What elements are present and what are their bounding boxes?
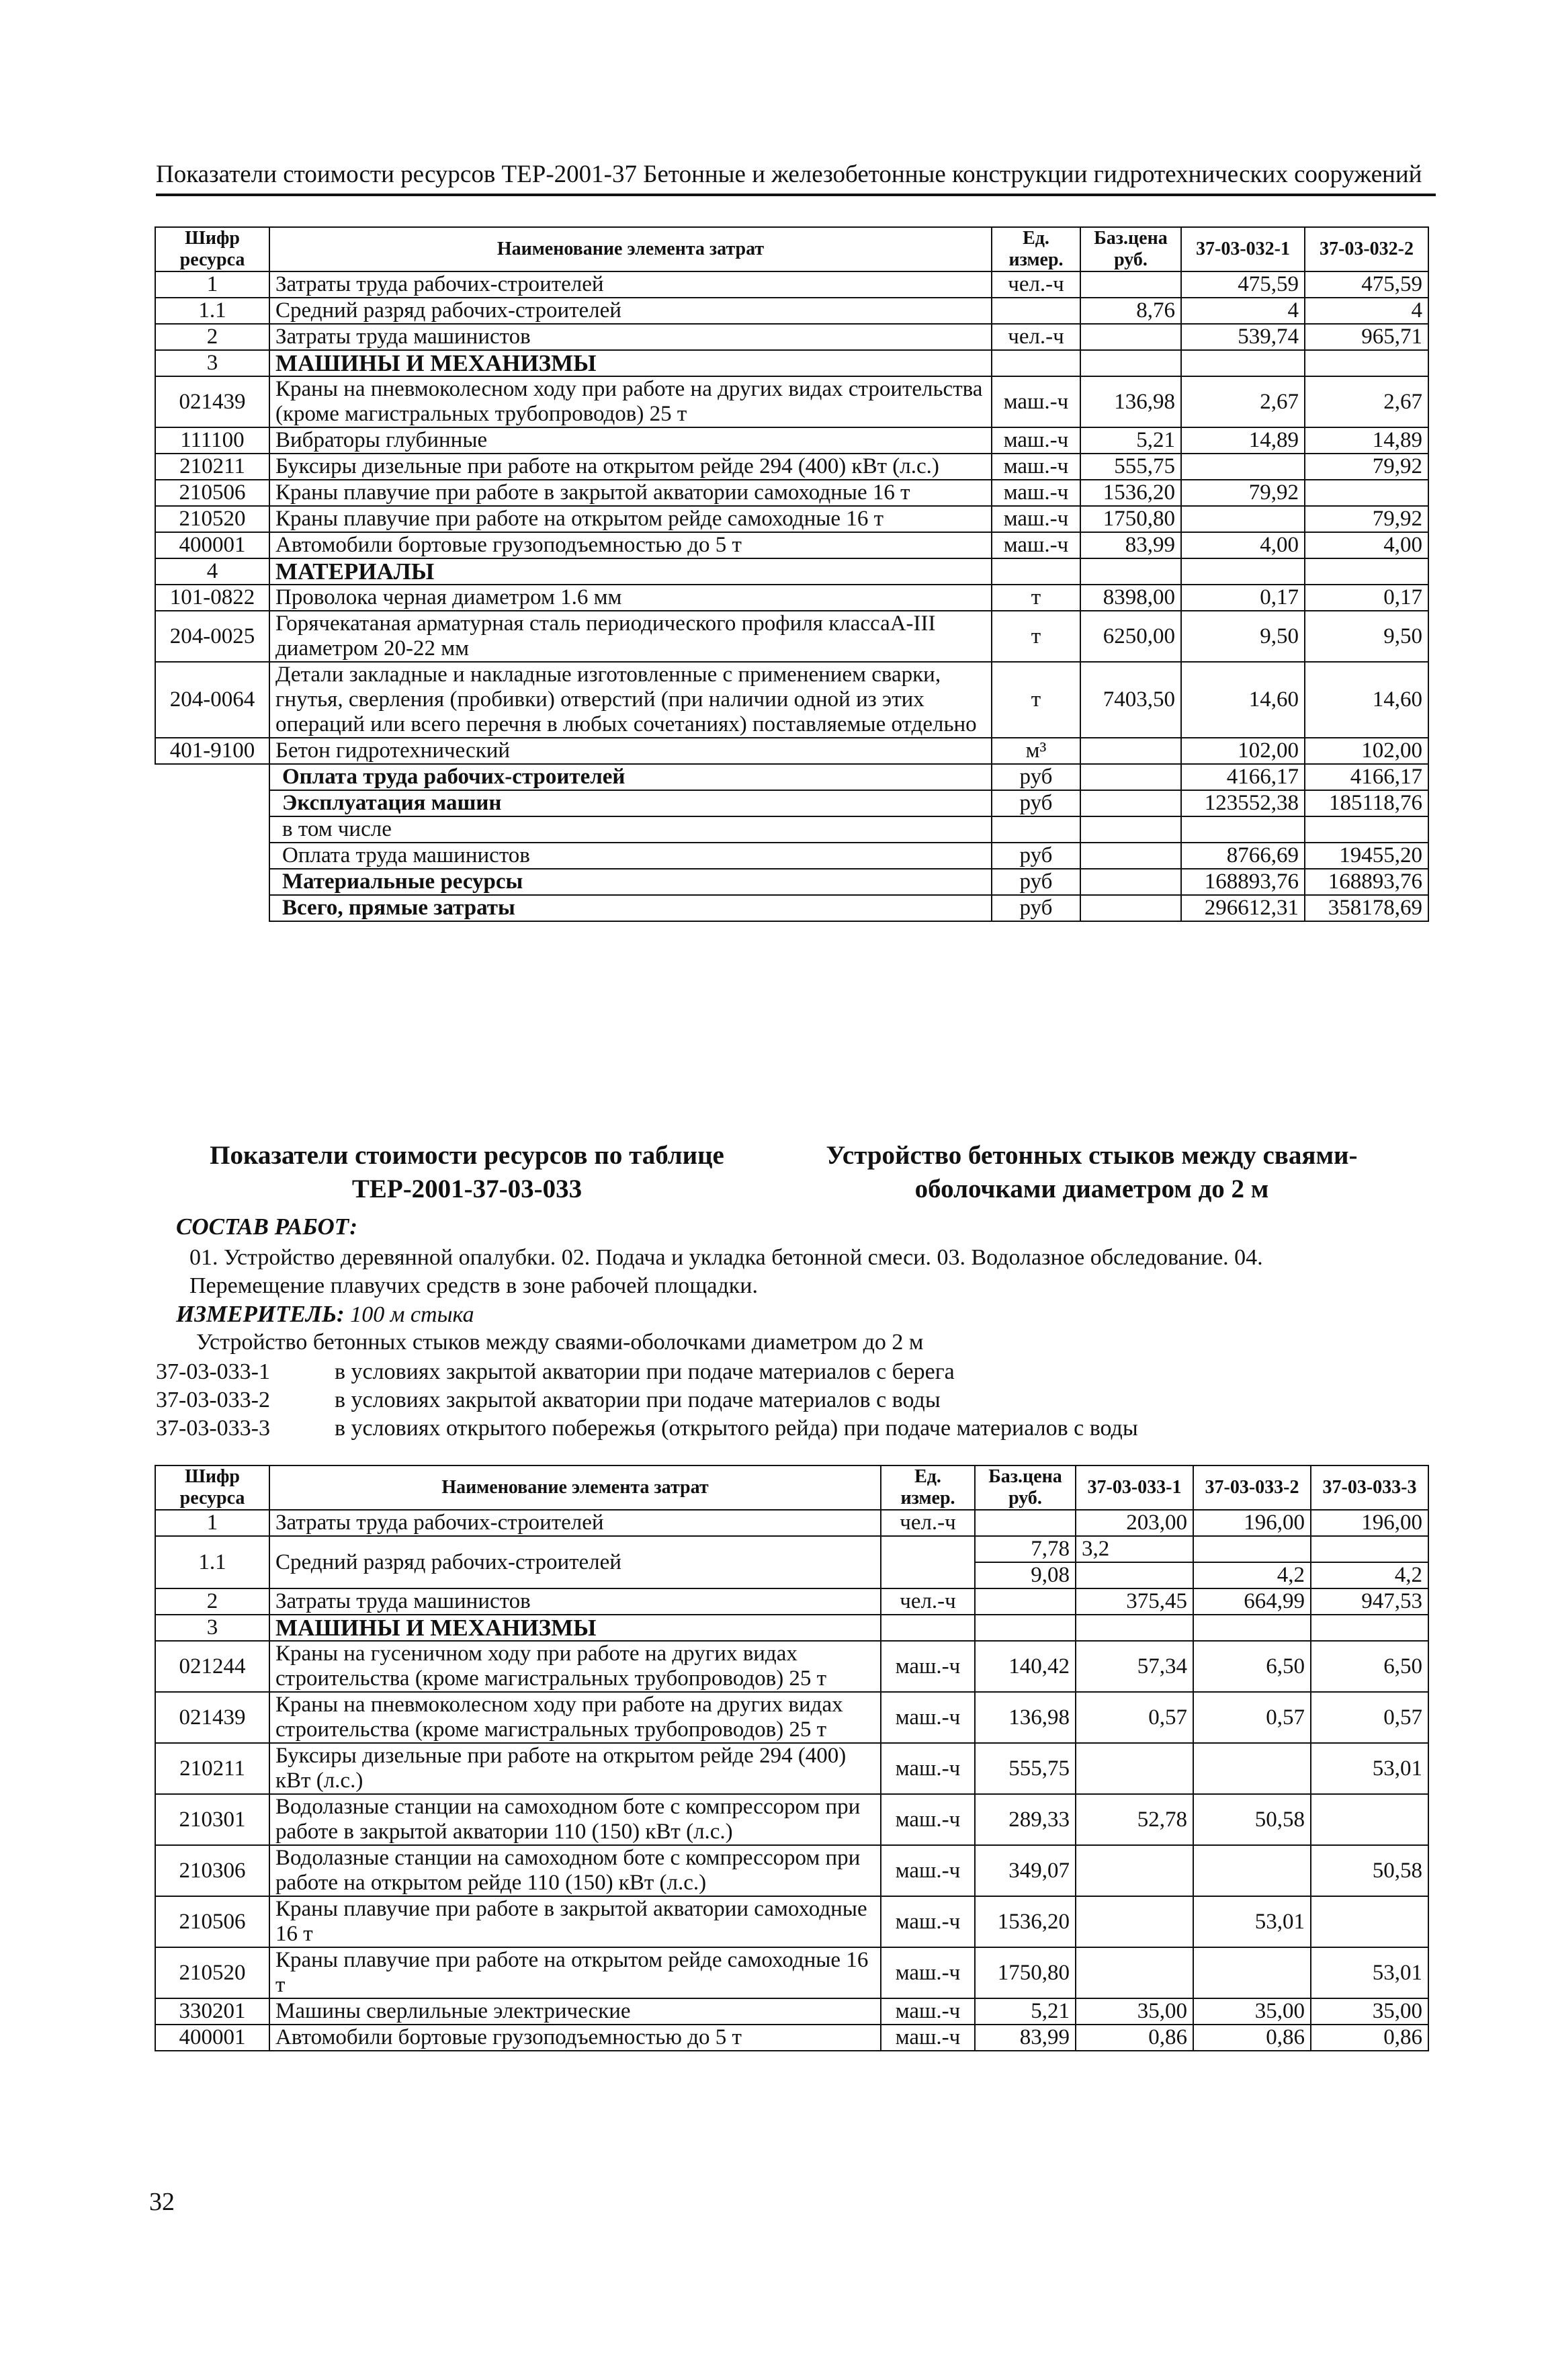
cell-value-1: 102,00 xyxy=(1181,738,1305,764)
cell-name: Затраты труда рабочих-строителей xyxy=(269,271,992,298)
cell-value-2 xyxy=(1193,1536,1311,1562)
cell-code: 1.1 xyxy=(155,298,269,324)
cell-name: Затраты труда рабочих-строителей xyxy=(269,1510,881,1536)
cell-name: Краны на гусеничном ходу при работе на других видах строительства (кроме магистральных трубопроводов) 25 т xyxy=(269,1641,881,1692)
cell-name: Автомобили бортовые грузоподъемностью до 5 т xyxy=(269,2025,881,2051)
cell-unit: руб xyxy=(992,790,1080,816)
cell-code: 330201 xyxy=(155,1998,269,2025)
cell-unit: маш.-ч xyxy=(992,506,1080,532)
cell-name: Бетон гидротехнический xyxy=(269,738,992,764)
cell-code: 3 xyxy=(155,350,269,376)
cell-code: 401-9100 xyxy=(155,738,269,764)
cell-value-1: 4 xyxy=(1181,298,1305,324)
cell-value-2 xyxy=(1193,1845,1311,1896)
cell-code: 4 xyxy=(155,558,269,585)
summary-row xyxy=(155,790,1428,816)
section-row xyxy=(155,1615,1428,1641)
cell-name: Горячекатаная арматурная сталь периодического профиля классаА-III диаметром 20-22 мм xyxy=(269,611,992,662)
cell-price xyxy=(1080,324,1181,350)
cell-name: Краны на пневмоколесном ходу при работе на других видах строительства (кроме магистральных трубопроводов) 25 т xyxy=(269,1692,881,1743)
table-row xyxy=(155,298,1428,324)
section-title-left: Показатели стоимости ресурсов по таблице ТЕР-2001-37-03-033 xyxy=(210,1141,724,1203)
cell-code: 210211 xyxy=(155,1743,269,1794)
cell-value-1: 0,57 xyxy=(1076,1692,1193,1743)
cell-price xyxy=(1080,895,1181,921)
cell-value-3: 196,00 xyxy=(1311,1510,1428,1536)
table-row xyxy=(155,1641,1428,1692)
header-code: Шифр ресурса xyxy=(155,1465,269,1510)
meter-value: 100 м стыка xyxy=(350,1302,474,1327)
summary-row xyxy=(155,843,1428,869)
cell-unit xyxy=(881,1615,975,1641)
cell-price: 6250,00 xyxy=(1080,611,1181,662)
cell-value-1 xyxy=(1076,1947,1193,1998)
cell-value-2: 4,00 xyxy=(1305,532,1428,558)
meter-label: ИЗМЕРИТЕЛЬ: xyxy=(176,1301,345,1327)
table-row xyxy=(155,1510,1428,1536)
cell-price xyxy=(975,1588,1076,1615)
cell-code: 1.1 xyxy=(155,1536,269,1588)
cell-name: Водолазные станции на самоходном боте с компрессором при работе на открытом рейде 110 (150) кВт (л.с.) xyxy=(269,1845,881,1896)
cell-price: 1750,80 xyxy=(975,1947,1076,1998)
cell-price xyxy=(975,1510,1076,1536)
cell-value-2: 19455,20 xyxy=(1305,843,1428,869)
section-title-right: Устройство бетонных стыков между сваями-оболочками диаметром до 2 м xyxy=(826,1141,1358,1203)
cell-price xyxy=(1080,790,1181,816)
cell-unit: руб xyxy=(992,843,1080,869)
cell-value-1: 9,50 xyxy=(1181,611,1305,662)
table-row xyxy=(155,454,1428,480)
cell-value-2 xyxy=(1305,816,1428,843)
cell-code: 210506 xyxy=(155,1896,269,1947)
cell-unit: т xyxy=(992,611,1080,662)
cell-code: 210301 xyxy=(155,1794,269,1845)
code-description: в условиях закрытой акватории при подаче материалов с берега xyxy=(335,1359,955,1384)
code-description: в условиях открытого побережья (открытого рейда) при подаче материалов с воды xyxy=(335,1416,1138,1441)
cell-value-1: 3,2 xyxy=(1076,1536,1193,1562)
cell-name: Буксиры дизельные при работе на открытом рейде 294 (400) кВт (л.с.) xyxy=(269,454,992,480)
cell-unit: маш.-ч xyxy=(992,532,1080,558)
cell-summary-name: Оплата труда машинистов xyxy=(269,843,992,869)
cell-value-2: 9,50 xyxy=(1305,611,1428,662)
cell-price: 140,42 xyxy=(975,1641,1076,1692)
table-row xyxy=(155,480,1428,506)
header-name: Наименование элемента затрат xyxy=(269,1465,881,1510)
cell-unit: т xyxy=(992,585,1080,611)
cell-code: 210520 xyxy=(155,506,269,532)
cell-value-1: 4,00 xyxy=(1181,532,1305,558)
cell-unit: чел.-ч xyxy=(992,324,1080,350)
cell-code: 400001 xyxy=(155,532,269,558)
cell-unit xyxy=(992,350,1080,376)
cell-unit: маш.-ч xyxy=(992,454,1080,480)
cell-code: 210306 xyxy=(155,1845,269,1896)
cell-price: 349,07 xyxy=(975,1845,1076,1896)
cell-price: 1536,20 xyxy=(1080,480,1181,506)
cell-price xyxy=(1080,843,1181,869)
header-col2: 37-03-032-2 xyxy=(1305,227,1428,271)
cell-price: 5,21 xyxy=(1080,427,1181,454)
table-header-row xyxy=(155,1465,1428,1510)
summary-row xyxy=(155,869,1428,895)
cell-price: 555,75 xyxy=(1080,454,1181,480)
cell-value-1: 475,59 xyxy=(1181,271,1305,298)
cell-value-2: 14,60 xyxy=(1305,662,1428,738)
table-row xyxy=(155,532,1428,558)
cell-unit: маш.-ч xyxy=(992,427,1080,454)
cell-value-2: 14,89 xyxy=(1305,427,1428,454)
cell-unit xyxy=(881,1536,975,1588)
resource-table-033 xyxy=(155,1465,1429,2051)
cell-price xyxy=(1080,816,1181,843)
cell-value-1 xyxy=(1076,1845,1193,1896)
composition-text-1: 01. Устройство деревянной опалубки. 02. Подача и укладка бетонной смеси. 03. Водолазное обследование. 04. xyxy=(189,1245,1263,1270)
cell-price: 83,99 xyxy=(1080,532,1181,558)
cell-price: 1750,80 xyxy=(1080,506,1181,532)
composition-label: СОСТАВ РАБОТ: xyxy=(176,1214,358,1240)
cell-name: Затраты труда машинистов xyxy=(269,324,992,350)
cell-code: 021439 xyxy=(155,376,269,427)
cell-name: Краны плавучие при работе на открытом рейде самоходные 16 т xyxy=(269,506,992,532)
table-row xyxy=(155,1692,1428,1743)
cell-price xyxy=(1080,738,1181,764)
cell-value-2: 79,92 xyxy=(1305,454,1428,480)
cell-value-2: 53,01 xyxy=(1193,1896,1311,1947)
cell-value-3 xyxy=(1311,1536,1428,1562)
cell-value-2: 185118,76 xyxy=(1305,790,1428,816)
cell-name: Проволока черная диаметром 1.6 мм xyxy=(269,585,992,611)
cell-code: 210506 xyxy=(155,480,269,506)
cell-value-1 xyxy=(1181,816,1305,843)
cell-unit: руб xyxy=(992,764,1080,790)
cell-value-1: 123552,38 xyxy=(1181,790,1305,816)
cell-empty xyxy=(155,843,269,869)
cell-unit: маш.-ч xyxy=(881,1896,975,1947)
cell-value-3: 0,86 xyxy=(1311,2025,1428,2051)
cell-code: 021439 xyxy=(155,1692,269,1743)
cell-value-2 xyxy=(1193,1947,1311,1998)
cell-value-2 xyxy=(1305,350,1428,376)
header-col1: 37-03-032-1 xyxy=(1181,227,1305,271)
table-header-row xyxy=(155,227,1428,271)
cell-unit xyxy=(992,816,1080,843)
cell-value-1 xyxy=(1076,1615,1193,1641)
cell-code: 1 xyxy=(155,271,269,298)
cell-value-3 xyxy=(1311,1896,1428,1947)
cell-value-1 xyxy=(1181,558,1305,585)
cell-empty xyxy=(155,790,269,816)
cell-code: 2 xyxy=(155,324,269,350)
cell-value-1: 168893,76 xyxy=(1181,869,1305,895)
cell-value-1: 0,17 xyxy=(1181,585,1305,611)
cell-unit: м³ xyxy=(992,738,1080,764)
cell-unit: чел.-ч xyxy=(881,1510,975,1536)
cell-price xyxy=(975,1615,1076,1641)
table-row xyxy=(155,662,1428,738)
cell-name: Автомобили бортовые грузоподъемностью до 5 т xyxy=(269,532,992,558)
cell-price: 136,98 xyxy=(975,1692,1076,1743)
cell-value-1 xyxy=(1181,506,1305,532)
cell-code: 101-0822 xyxy=(155,585,269,611)
header-unit: Ед. измер. xyxy=(881,1465,975,1510)
cell-unit: маш.-ч xyxy=(881,1794,975,1845)
composition-text-2: Перемещение плавучих средств в зоне рабочей площадки. xyxy=(189,1273,758,1298)
cell-unit: маш.-ч xyxy=(881,1845,975,1896)
cell-value-1: 14,89 xyxy=(1181,427,1305,454)
cell-name: Средний разряд рабочих-строителей xyxy=(269,298,992,324)
resource-table-032 xyxy=(155,226,1429,922)
cell-value-2: 358178,69 xyxy=(1305,895,1428,921)
cell-value-1: 539,74 xyxy=(1181,324,1305,350)
cell-price: 8398,00 xyxy=(1080,585,1181,611)
cell-price: 8,76 xyxy=(1080,298,1181,324)
cell-value-3: 0,57 xyxy=(1311,1692,1428,1743)
cell-value-1: 52,78 xyxy=(1076,1794,1193,1845)
summary-row xyxy=(155,764,1428,790)
cell-value-2: 0,57 xyxy=(1193,1692,1311,1743)
cell-value-1: 375,45 xyxy=(1076,1588,1193,1615)
cell-summary-name: Материальные ресурсы xyxy=(269,869,992,895)
cell-price: 7403,50 xyxy=(1080,662,1181,738)
cell-unit: маш.-ч xyxy=(881,1641,975,1692)
cell-empty xyxy=(155,869,269,895)
cell-value-2: 35,00 xyxy=(1193,1998,1311,2025)
cell-code: 210520 xyxy=(155,1947,269,1998)
cell-value-2: 4,2 xyxy=(1193,1562,1311,1588)
cell-empty xyxy=(155,895,269,921)
cell-unit: маш.-ч xyxy=(881,1947,975,1998)
cell-summary-name: Оплата труда рабочих-строителей xyxy=(269,764,992,790)
cell-price: 1536,20 xyxy=(975,1896,1076,1947)
cell-code: 400001 xyxy=(155,2025,269,2051)
cell-code: 1 xyxy=(155,1510,269,1536)
cell-name: Краны плавучие при работе на открытом рейде самоходные 16 т xyxy=(269,1947,881,1998)
cell-value-2: 965,71 xyxy=(1305,324,1428,350)
cell-value-2: 50,58 xyxy=(1193,1794,1311,1845)
cell-price xyxy=(1080,271,1181,298)
cell-code: 3 xyxy=(155,1615,269,1641)
table-row xyxy=(155,738,1428,764)
cell-code: 111100 xyxy=(155,427,269,454)
cell-unit: маш.-ч xyxy=(881,1692,975,1743)
cell-unit: маш.-ч xyxy=(881,1998,975,2025)
cell-price: 136,98 xyxy=(1080,376,1181,427)
header-price: Баз.цена руб. xyxy=(1080,227,1181,271)
cell-unit: т xyxy=(992,662,1080,738)
table-row xyxy=(155,1896,1428,1947)
cell-name: Затраты труда машинистов xyxy=(269,1588,881,1615)
cell-value-1 xyxy=(1181,454,1305,480)
cell-value-3: 6,50 xyxy=(1311,1641,1428,1692)
cell-value-2: 2,67 xyxy=(1305,376,1428,427)
cell-name: Вибраторы глубинные xyxy=(269,427,992,454)
header-col2: 37-03-033-2 xyxy=(1193,1465,1311,1510)
cell-price xyxy=(1080,558,1181,585)
cell-value-1: 8766,69 xyxy=(1181,843,1305,869)
cell-unit: маш.-ч xyxy=(881,1743,975,1794)
summary-row xyxy=(155,816,1428,843)
cell-value-3 xyxy=(1311,1615,1428,1641)
page-number: 32 xyxy=(149,2188,175,2216)
cell-unit: руб xyxy=(992,869,1080,895)
cell-price: 83,99 xyxy=(975,2025,1076,2051)
header-price: Баз.цена руб. xyxy=(975,1465,1076,1510)
cell-name: Краны плавучие при работе в закрытой акватории самоходные 16 т xyxy=(269,480,992,506)
cell-value-1: 0,86 xyxy=(1076,2025,1193,2051)
cell-price xyxy=(1080,869,1181,895)
section-row xyxy=(155,558,1428,585)
cell-value-2 xyxy=(1193,1743,1311,1794)
header-code: Шифр ресурса xyxy=(155,227,269,271)
cell-value-3: 35,00 xyxy=(1311,1998,1428,2025)
cell-name: МАШИНЫ И МЕХАНИЗМЫ xyxy=(269,1615,881,1641)
table-row xyxy=(155,611,1428,662)
table-row xyxy=(155,324,1428,350)
cell-code: 204-0064 xyxy=(155,662,269,738)
cell-code: 021244 xyxy=(155,1641,269,1692)
page-header: Показатели стоимости ресурсов ТЕР-2001-37 Бетонные и железобетонные конструкции гидротехнических сооружений xyxy=(156,159,1436,196)
cell-value-1 xyxy=(1181,350,1305,376)
code-id: 37-03-033-3 xyxy=(156,1416,270,1441)
cell-summary-name: в том числе xyxy=(269,816,992,843)
cell-value-2: 0,17 xyxy=(1305,585,1428,611)
cell-value-1 xyxy=(1076,1562,1193,1588)
table-row xyxy=(155,506,1428,532)
cell-unit: чел.-ч xyxy=(881,1588,975,1615)
table-row xyxy=(155,1845,1428,1896)
cell-value-1 xyxy=(1076,1743,1193,1794)
cell-value-1: 2,67 xyxy=(1181,376,1305,427)
cell-name: Машины сверлильные электрические xyxy=(269,1998,881,2025)
cell-value-2: 196,00 xyxy=(1193,1510,1311,1536)
table-row xyxy=(155,376,1428,427)
cell-value-2: 168893,76 xyxy=(1305,869,1428,895)
cell-value-3: 4,2 xyxy=(1311,1562,1428,1588)
cell-name: Краны плавучие при работе в закрытой акватории самоходные 16 т xyxy=(269,1896,881,1947)
cell-price: 9,08 xyxy=(975,1562,1076,1588)
cell-name: Средний разряд рабочих-строителей xyxy=(269,1536,881,1588)
cell-price xyxy=(1080,350,1181,376)
cell-unit xyxy=(992,558,1080,585)
table-row xyxy=(155,585,1428,611)
cell-unit: чел.-ч xyxy=(992,271,1080,298)
section-subtitle: Устройство бетонных стыков между сваями-оболочками диаметром до 2 м xyxy=(196,1330,924,1355)
cell-price: 7,78 xyxy=(975,1536,1076,1562)
cell-name: Водолазные станции на самоходном боте с компрессором при работе в закрытой акватории 110 (150) кВт (л.с.) xyxy=(269,1794,881,1845)
cell-value-1: 296612,31 xyxy=(1181,895,1305,921)
table-row xyxy=(155,271,1428,298)
cell-unit: маш.-ч xyxy=(992,376,1080,427)
cell-value-2 xyxy=(1305,558,1428,585)
code-id: 37-03-033-1 xyxy=(156,1359,270,1384)
cell-summary-name: Всего, прямые затраты xyxy=(269,895,992,921)
table-row xyxy=(155,1588,1428,1615)
cell-unit xyxy=(992,298,1080,324)
cell-value-2: 0,86 xyxy=(1193,2025,1311,2051)
table-row xyxy=(155,1743,1428,1794)
cell-value-3 xyxy=(1311,1794,1428,1845)
cell-price xyxy=(1080,764,1181,790)
cell-code: 210211 xyxy=(155,454,269,480)
cell-value-2: 6,50 xyxy=(1193,1641,1311,1692)
cell-value-1: 14,60 xyxy=(1181,662,1305,738)
header-col1: 37-03-033-1 xyxy=(1076,1465,1193,1510)
section-row xyxy=(155,350,1428,376)
meter-line xyxy=(176,1300,474,1330)
cell-value-2 xyxy=(1193,1615,1311,1641)
code-description: в условиях закрытой акватории при подаче материалов с воды xyxy=(335,1388,941,1412)
table-row xyxy=(155,2025,1428,2051)
summary-row xyxy=(155,895,1428,921)
cell-price: 555,75 xyxy=(975,1743,1076,1794)
header-name: Наименование элемента затрат xyxy=(269,227,992,271)
cell-value-2: 475,59 xyxy=(1305,271,1428,298)
cell-name: Краны на пневмоколесном ходу при работе на других видах строительства (кроме магистральных трубопроводов) 25 т xyxy=(269,376,992,427)
cell-value-3: 53,01 xyxy=(1311,1743,1428,1794)
cell-value-1: 79,92 xyxy=(1181,480,1305,506)
table-row xyxy=(155,1794,1428,1845)
cell-empty xyxy=(155,816,269,843)
table-row xyxy=(155,1947,1428,1998)
cell-price: 289,33 xyxy=(975,1794,1076,1845)
cell-value-1: 35,00 xyxy=(1076,1998,1193,2025)
cell-name: МАТЕРИАЛЫ xyxy=(269,558,992,585)
cell-unit: руб xyxy=(992,895,1080,921)
code-id: 37-03-033-2 xyxy=(156,1388,270,1412)
cell-unit: маш.-ч xyxy=(992,480,1080,506)
cell-value-2: 664,99 xyxy=(1193,1588,1311,1615)
table-row xyxy=(155,427,1428,454)
cell-price: 5,21 xyxy=(975,1998,1076,2025)
cell-value-2 xyxy=(1305,480,1428,506)
cell-code: 204-0025 xyxy=(155,611,269,662)
header-col3: 37-03-033-3 xyxy=(1311,1465,1428,1510)
cell-name: МАШИНЫ И МЕХАНИЗМЫ xyxy=(269,350,992,376)
cell-empty xyxy=(155,764,269,790)
header-unit: Ед. измер. xyxy=(992,227,1080,271)
cell-value-3: 53,01 xyxy=(1311,1947,1428,1998)
cell-value-1: 57,34 xyxy=(1076,1641,1193,1692)
cell-value-2: 79,92 xyxy=(1305,506,1428,532)
cell-name: Буксиры дизельные при работе на открытом рейде 294 (400) кВт (л.с.) xyxy=(269,1743,881,1794)
table-row xyxy=(155,1998,1428,2025)
cell-value-2: 102,00 xyxy=(1305,738,1428,764)
cell-name: Детали закладные и накладные изготовленные с применением сварки, гнутья, сверления (пробивки) отверстий (при наличии одной из этих операций или всего перечня в любых сочетаниях) поставляемые отдельно xyxy=(269,662,992,738)
table-row xyxy=(155,1536,1428,1562)
cell-value-3: 947,53 xyxy=(1311,1588,1428,1615)
cell-value-1: 4166,17 xyxy=(1181,764,1305,790)
cell-value-2: 4166,17 xyxy=(1305,764,1428,790)
cell-value-1: 203,00 xyxy=(1076,1510,1193,1536)
cell-code: 2 xyxy=(155,1588,269,1615)
cell-summary-name: Эксплуатация машин xyxy=(269,790,992,816)
cell-unit: маш.-ч xyxy=(881,2025,975,2051)
cell-value-1 xyxy=(1076,1896,1193,1947)
cell-value-2: 4 xyxy=(1305,298,1428,324)
cell-value-3: 50,58 xyxy=(1311,1845,1428,1896)
